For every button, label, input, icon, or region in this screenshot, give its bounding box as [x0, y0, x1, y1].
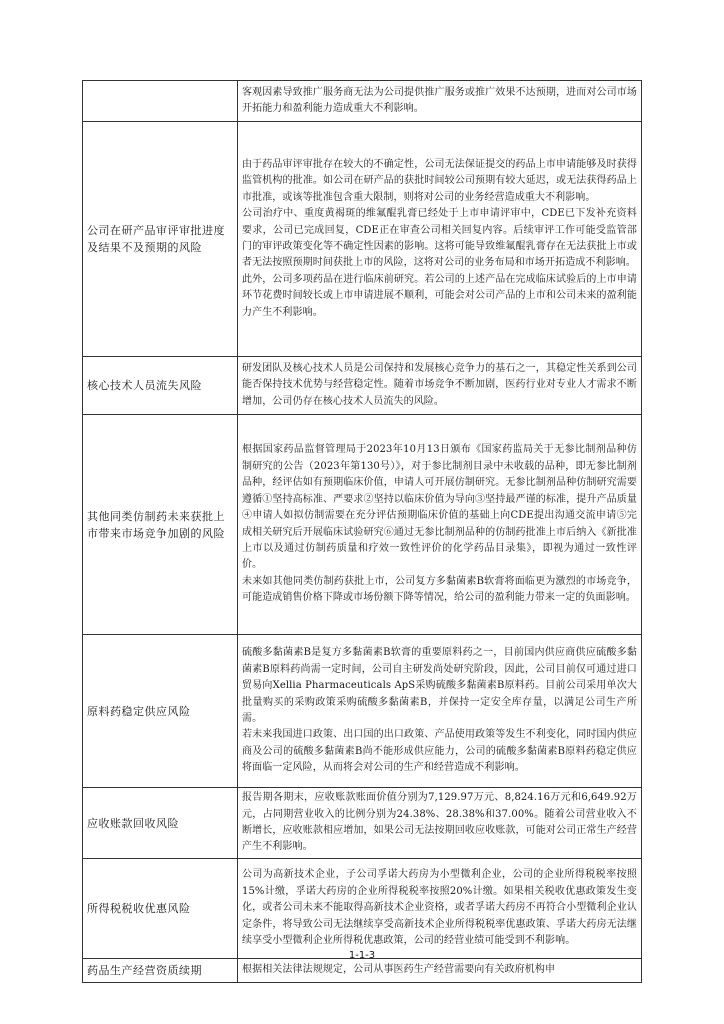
risk-description	[238, 859, 642, 959]
table-row	[83, 357, 642, 415]
paragraph: 未来如其他同类仿制药获批上市，公司复方多黏菌素B软膏将面临更为激烈的市场竞争，可能造成销售价格下降或市场份额下降等情况，给公司的盈利能力带来一定的负面影响。	[242, 575, 637, 604]
paragraph: 此外，公司多项药品在进行临床前研究。若公司的上述产品在完成临床试验后的上市申请环节花费时间较长或上市申请进展不顺利，可能会对公司产品的上市和公司未来的盈利能力产生不利影响。	[242, 273, 637, 318]
paragraph: 若未来我国进口政策、出口国的出口政策、产品使用政策等发生不利变化，同时国内供应商及公司的硫酸多黏菌素B尚不能形成供应能力，公司的硫酸多黏菌素B原料药稳定供应将面临一定风险，从而将会对公司的生产和经营造成不利影响。	[242, 729, 637, 774]
risk-name: 所得税税收优惠风险	[83, 859, 238, 959]
paragraph: 根据相关法律法规规定，公司从事医药生产经营需要向有关政府机构申	[242, 964, 556, 976]
risk-description	[238, 415, 642, 635]
paragraph: 报告期各期末，应收账款账面价值分别为7,129.97万元、8,824.16万元和6,649.92万元，占同期营业收入的比例分别为24.38%、28.38%和37.00%。随着公司营业收入不断增长，应收账款相应增加，如果公司无法按期回收应收账款，可能对公司正常生产经营产生不利影响。	[242, 792, 637, 853]
risk-name: 公司在研产品审评审批进度及结果不及预期的风险	[83, 122, 238, 357]
table-row	[83, 959, 642, 983]
risk-description	[238, 122, 642, 357]
paragraph: 公司为高新技术企业，子公司孚诺大药房为小型微利企业，公司的企业所得税税率按照15%计缴，孚诺大药房的企业所得税税率按照20%计缴。如果相关税收优惠政策发生变化，或者公司未来不能取得高新技术企业资格，或者孚诺大药房不再符合小型微利企业认定条件，将导致公司无法继续享受高新技术企业所得税税率优惠政策、孚诺大药房无法继续享受小型微利企业所得税优惠政策，公司的经营业绩可能受到不利影响。	[242, 869, 637, 947]
table-row	[83, 859, 642, 959]
risk-description	[238, 788, 642, 859]
page-number: 1-1-3	[348, 950, 376, 961]
paragraph: 研发团队及核心技术人员是公司保持和发展核心竞争力的基石之一，其稳定性关系到公司能否保持技术优势与经营稳定性。随着市场竞争不断加剧，医药行业对专业人才需求不断增加，公司仍存在核心技术人员流失的风险。	[242, 362, 637, 407]
table-row	[83, 788, 642, 859]
risk-description	[238, 81, 642, 122]
risk-name: 核心技术人员流失风险	[83, 357, 238, 415]
paragraph: 客观因素导致推广服务商无法为公司提供推广服务或推广效果不达预期，进而对公司市场开拓能力和盈利能力造成重大不利影响。	[242, 86, 637, 114]
paragraph: 硫酸多黏菌素B是复方多黏菌素B软膏的重要原料药之一，目前国内供应商供应硫酸多黏菌素B原料药尚需一定时间，公司自主研发尚处研究阶段，因此，公司目前仅可通过进口贸易向Xellia Pharmaceuticals ApS采购硫酸多黏菌素B原料药。目前公司采用单次大批量购买的采购政策采购硫酸多黏菌素B，并保持一定安全库存量，以满足公司生产所需。	[242, 647, 637, 724]
risk-name: 药品生产经营资质续期	[83, 959, 238, 983]
risk-name: 应收账款回收风险	[83, 788, 238, 859]
paragraph: 根据国家药品监督管理局于2023年10月13日颁布《国家药监局关于无参比制剂品种仿制研究的公告（2023年第130号）》，对于参比制剂目录中未收载的品种，即无参比制剂品种，经评估如有预期临床价值，申请人可开展仿制研究。无参比制剂品种仿制研究需要遵循①坚持高标准、严要求②坚持以临床价值为导向③坚持最严谨的标准，提升产品质量④申请人如拟仿制需要在充分评估预期临床价值的基础上向CDE提出沟通交流申请⑤完成相关研究后开展临床试验研究⑥通过无参比制剂品种的仿制药批准上市后纳入《新批准上市以及通过仿制药质量和疗效一致性评价的化学药品目录集》，即视为通过一致性评价。	[242, 444, 637, 571]
risk-table	[82, 80, 642, 983]
risk-name	[83, 81, 238, 122]
risk-description	[238, 357, 642, 415]
risk-name: 其他同类仿制药未来获批上市带来市场竞争加剧的风险	[83, 415, 238, 635]
table-row	[83, 81, 642, 122]
table-row	[83, 122, 642, 357]
risk-description	[238, 635, 642, 788]
risk-name: 原料药稳定供应风险	[83, 635, 238, 788]
paragraph: 由于药品审评审批存在较大的不确定性，公司无法保证提交的药品上市申请能够及时获得监管机构的批准。如公司在研产品的获批时间较公司预期有较大延迟，或无法获得药品上市批准，或该等批准包含重大限制，则将对公司的业务经营造成重大不利影响。	[242, 158, 637, 203]
table-row	[83, 635, 642, 788]
paragraph: 公司治疗中、重度黄褐斑的维氟醌乳膏已经处于上市申请评审中，CDE已下发补充资料要求，公司已完成回复，CDE正在审查公司相关回复内容。后续审评工作可能受监管部门的审评政策变化等不确定性因素的影响。这将可能导致维氟醌乳膏存在无法获批上市或者无法按照预期时间获批上市的风险，这将对公司的业务布局和市场开拓造成不利影响。	[242, 208, 637, 269]
risk-description	[238, 959, 642, 983]
table-row	[83, 415, 642, 635]
